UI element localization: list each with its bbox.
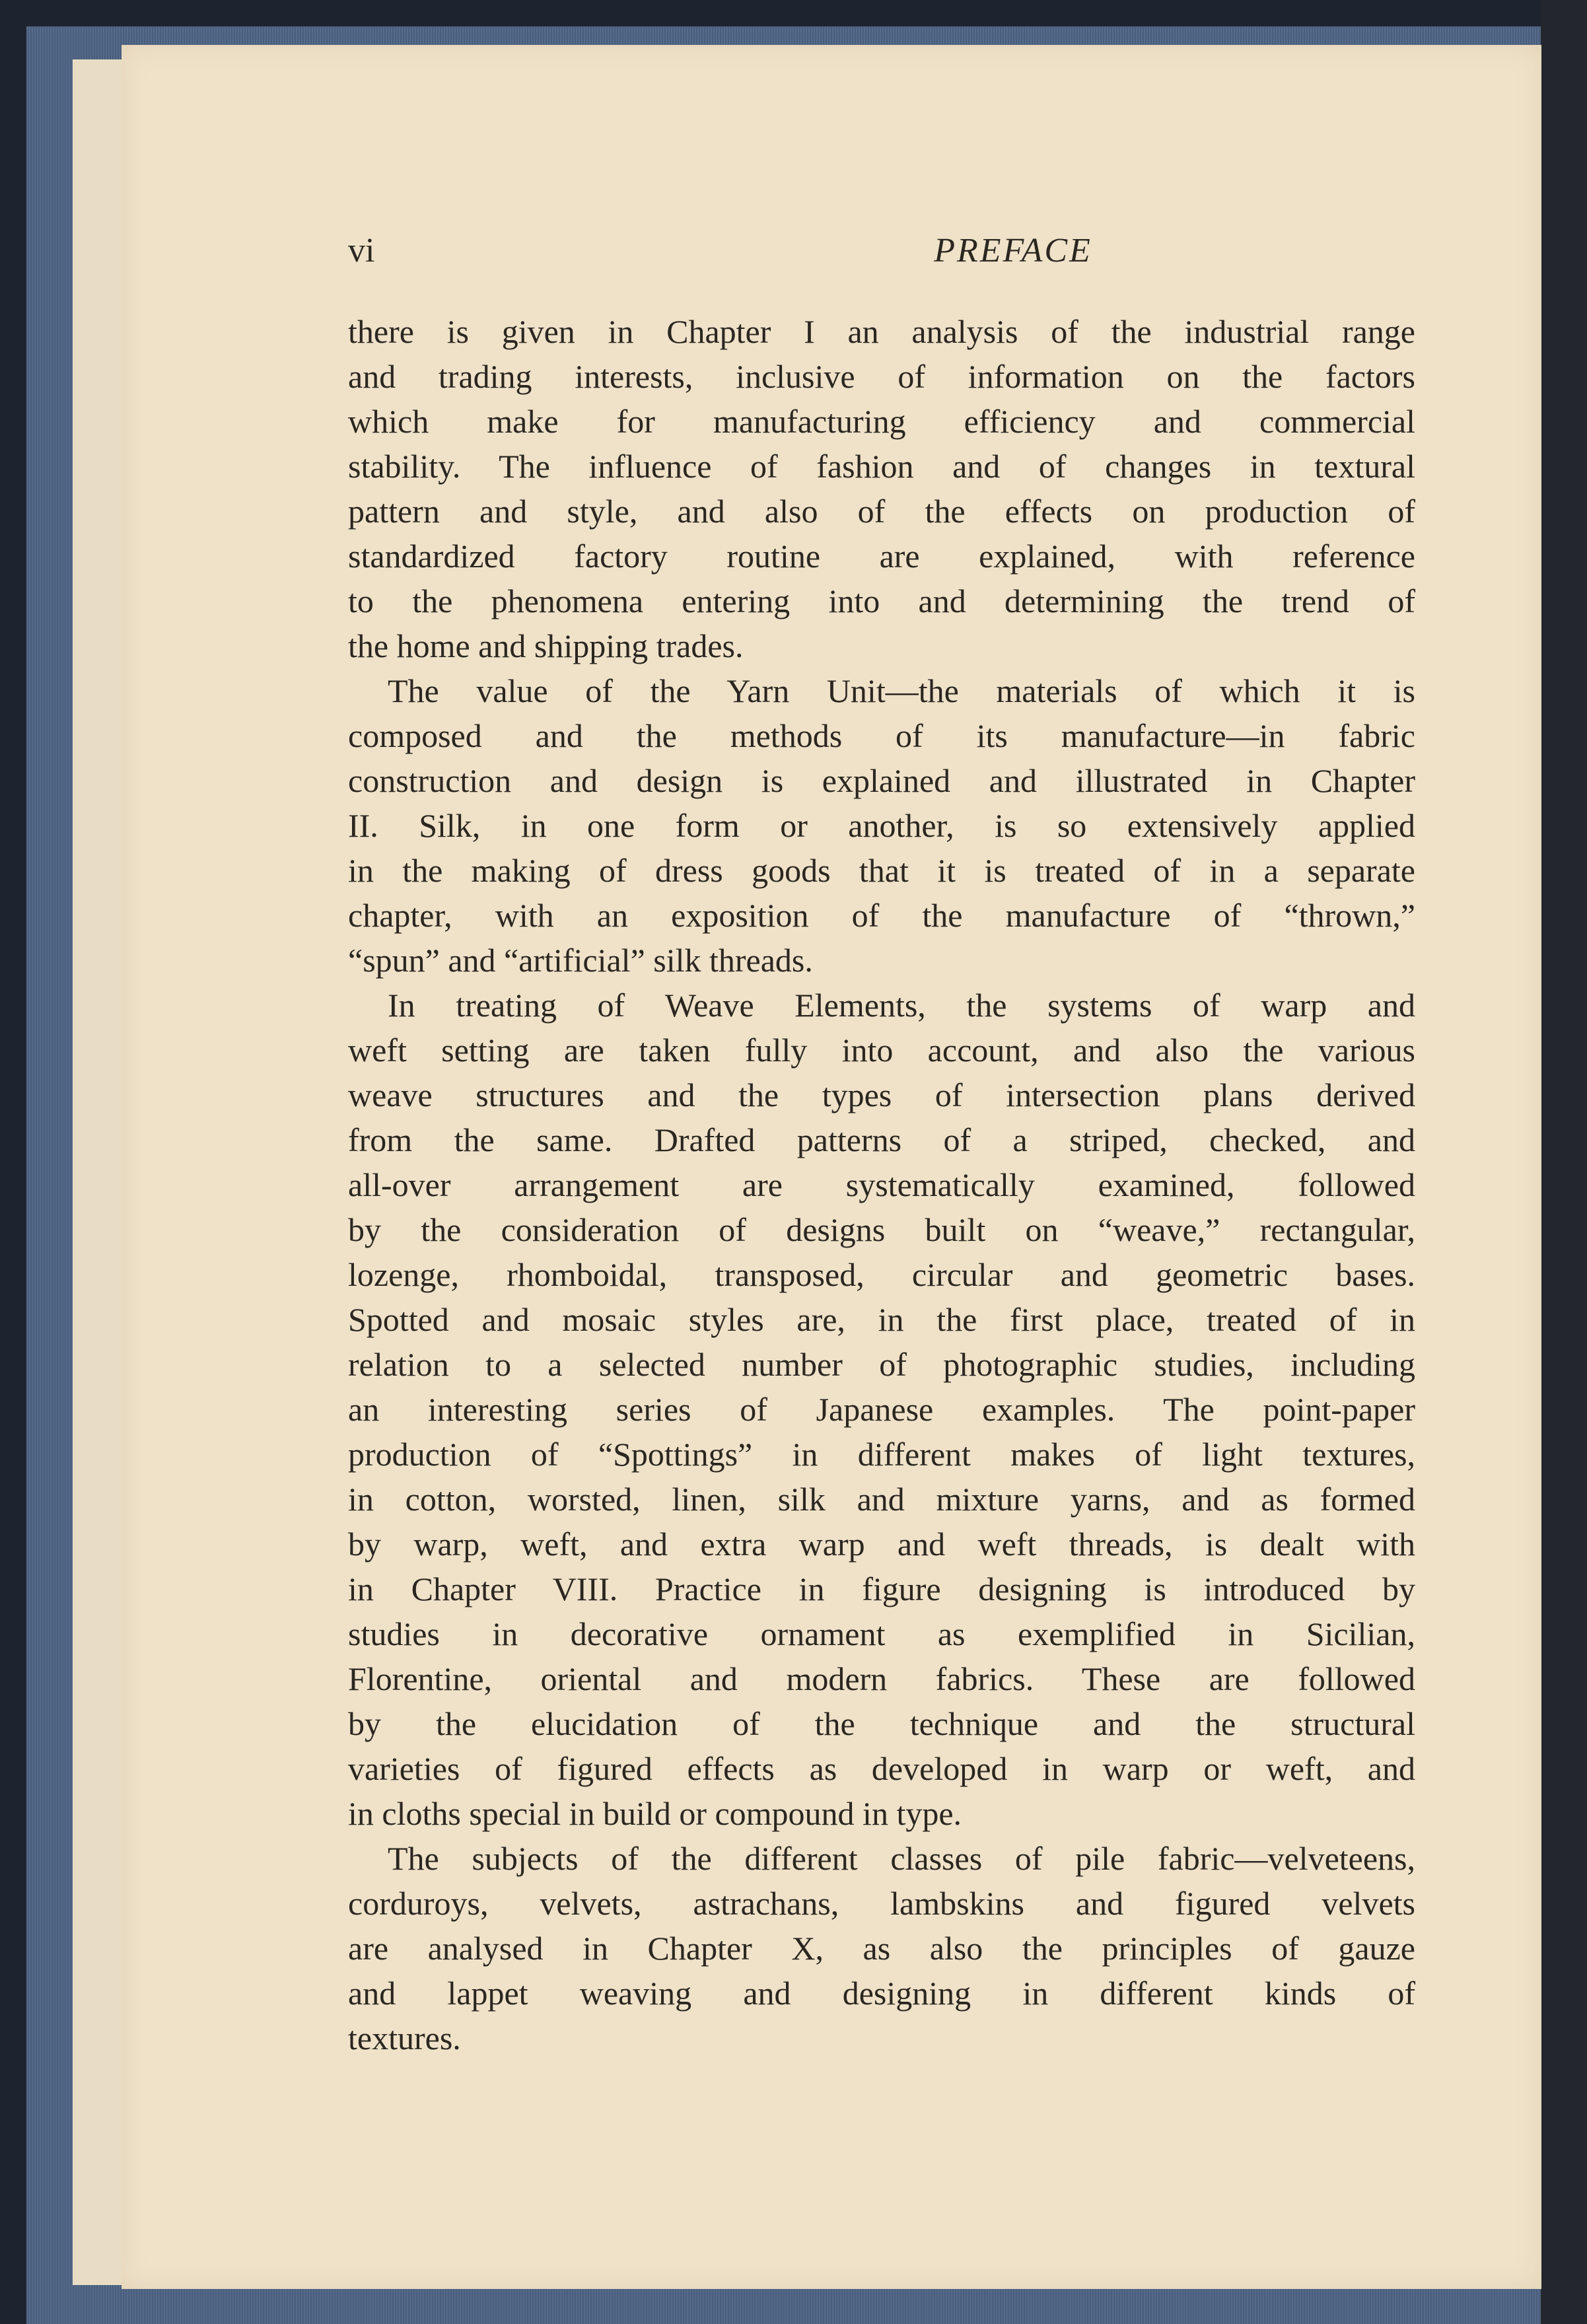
text-line: and trading interests, inclusive of information on the factors (348, 358, 1415, 395)
text-line: which make for manufacturing efficiency and commercial (348, 403, 1415, 440)
text-line: and lappet weaving and designing in different kinds of (348, 1975, 1415, 2012)
text-line: in Chapter VIII. Practice in figure designing is introduced by (348, 1570, 1415, 1607)
paragraph (348, 1836, 1415, 2060)
text-line: The value of the Yarn Unit—the materials of which it is (388, 672, 1415, 709)
text-line: in cloths special in build or compound in type. (348, 1795, 962, 1832)
text-line: in cotton, worsted, linen, silk and mixture yarns, and as formed (348, 1481, 1415, 1518)
text-line: relation to a selected number of photographic studies, including (348, 1346, 1415, 1383)
text-line: by the elucidation of the technique and the structural (348, 1705, 1415, 1742)
text-line: composed and the methods of its manufacture—in fabric (348, 717, 1415, 754)
text-line: varieties of figured effects as developed in warp or weft, and (348, 1750, 1415, 1787)
text-line: construction and design is explained and illustrated in Chapter (348, 762, 1415, 799)
page-number: vi (348, 232, 375, 269)
text-line: production of “Spottings” in different makes of light textures, (348, 1436, 1415, 1473)
text-line: an interesting series of Japanese examples. The point-paper (348, 1391, 1415, 1428)
paragraph (348, 309, 1415, 668)
text-line: The subjects of the different classes of pile fabric—velveteens, (388, 1840, 1415, 1877)
text-line: weft setting are taken fully into account, and also the various (348, 1032, 1415, 1069)
running-head: PREFACE (934, 232, 1092, 269)
text-line: pattern and style, and also of the effects on production of (348, 493, 1415, 530)
text-line: standardized factory routine are explained, with reference (348, 538, 1415, 575)
text-line: lozenge, rhomboidal, transposed, circular and geometric bases. (348, 1256, 1415, 1293)
paragraph (348, 983, 1415, 1836)
text-line: chapter, with an exposition of the manufacture of “thrown,” (348, 897, 1415, 934)
endpaper (73, 59, 125, 2285)
text-line: by warp, weft, and extra warp and weft threads, is dealt with (348, 1526, 1415, 1563)
book-spine (1541, 0, 1587, 2324)
text-line: all-over arrangement are systematically examined, followed (348, 1166, 1415, 1203)
body-text (348, 309, 1415, 2060)
text-line: in the making of dress goods that it is treated of in a separate (348, 852, 1415, 889)
text-line: to the phenomena entering into and determining the trend of (348, 582, 1415, 619)
text-line: “spun” and “artificial” silk threads. (348, 942, 813, 979)
text-line: weave structures and the types of intersection plans derived (348, 1076, 1415, 1113)
text-line: stability. The influence of fashion and of changes in textural (348, 448, 1415, 485)
text-line: corduroys, velvets, astrachans, lambskins and figured velvets (348, 1885, 1415, 1922)
text-line: Florentine, oriental and modern fabrics. These are followed (348, 1660, 1415, 1697)
text-line: In treating of Weave Elements, the systems of warp and (388, 987, 1415, 1024)
book-page (122, 45, 1541, 2289)
text-line: there is given in Chapter I an analysis of the industrial range (348, 313, 1415, 350)
text-line: Spotted and mosaic styles are, in the first place, treated of in (348, 1301, 1415, 1338)
text-line: II. Silk, in one form or another, is so extensively applied (348, 807, 1415, 844)
text-line: studies in decorative ornament as exemplified in Sicilian, (348, 1615, 1415, 1652)
text-line: textures. (348, 2020, 461, 2057)
text-line: by the consideration of designs built on “weave,” rectangular, (348, 1211, 1415, 1248)
text-line: the home and shipping trades. (348, 627, 744, 664)
paragraph (348, 668, 1415, 983)
text-line: are analysed in Chapter X, as also the principles of gauze (348, 1930, 1415, 1967)
text-line: from the same. Drafted patterns of a striped, checked, and (348, 1121, 1415, 1158)
